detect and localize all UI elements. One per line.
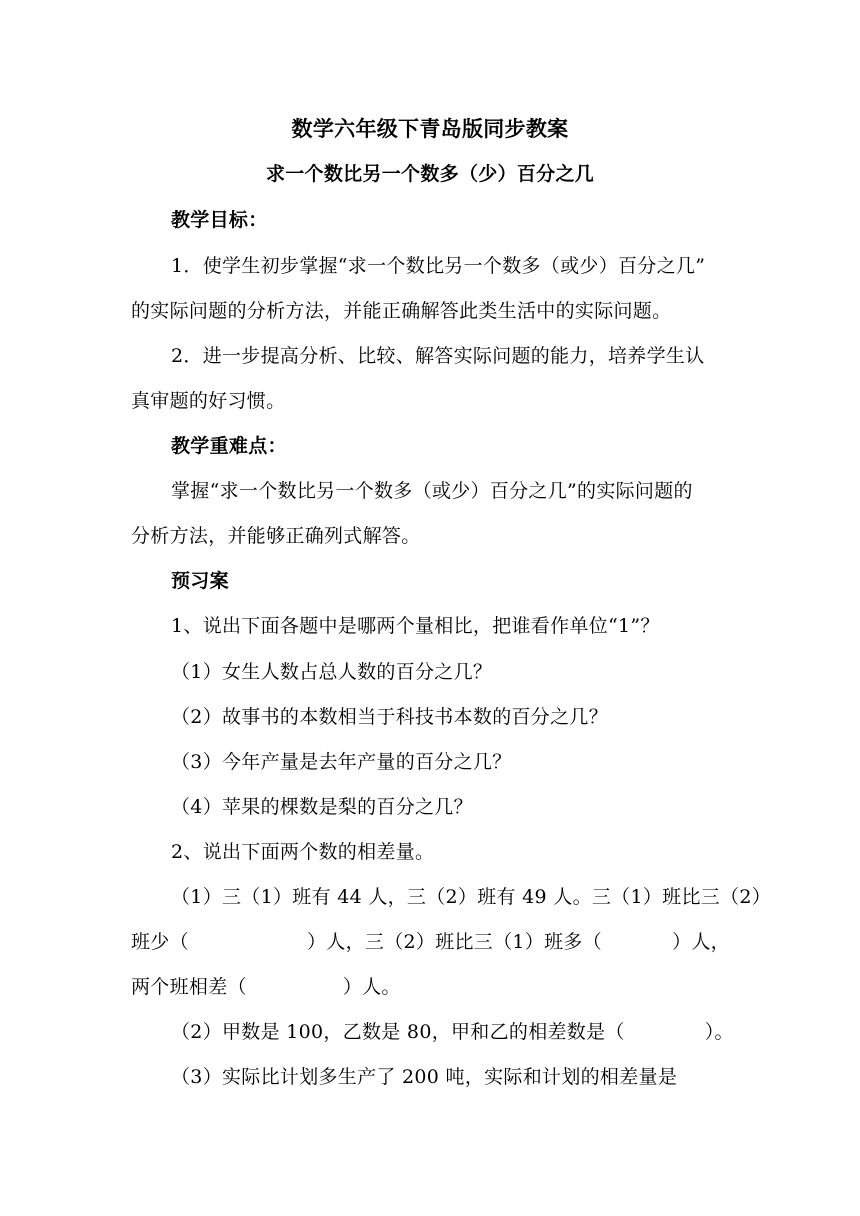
goals-heading: 教学目标： [171,209,268,231]
key-line2: 分析方法，并能够正确列式解答。 [131,525,421,547]
blank-segment-f: （2）甲数是 100，乙数是 80，甲和乙的相差数是（ [171,1021,625,1043]
document-title: 数学六年级下青岛版同步教案 [291,117,569,141]
question-2-item-1-line2 [131,930,730,954]
question-1-item-4: （4）苹果的棵数是梨的百分之几？ [171,796,473,818]
question-2-item-3: （3）实际比计划多生产了 200 吨，实际和计划的相差量是 [171,1066,678,1088]
goal2-line2: 真审题的好习惯。 [131,390,286,412]
document-subtitle: 求一个数比另一个数多（少）百分之几 [265,163,595,185]
blank-segment-g: ）。 [704,1021,734,1043]
goal1-line1: 1．使学生初步掌握“求一个数比另一个数多（或少）百分之几” [171,255,706,277]
blank-segment-e: ）人。 [342,976,401,998]
question-1-item-2: （2）故事书的本数相当于科技书本数的百分之几？ [171,706,608,728]
question-2-item-2 [171,1020,734,1044]
question-1-item-3: （3）今年产量是去年产量的百分之几？ [171,751,512,773]
question-2-item-1-line1: （1）三（1）班有 44 人，三（2）班有 49 人。三（1）班比三（2） [171,886,772,908]
question-2: 2、说出下面两个数的相差量。 [171,841,435,863]
blank-segment-a: 班少（ [131,931,189,953]
blank-segment-b: ）人，三（2）班比三（1）班多（ [307,931,602,953]
key-line1: 掌握“求一个数比另一个数多（或少）百分之几”的实际问题的 [171,480,693,502]
goal1-line2: 的实际问题的分析方法，并能正确解答此类生活中的实际问题。 [131,300,672,322]
blank-segment-d: 两个班相差（ [131,976,247,998]
question-1-item-1: （1）女生人数占总人数的百分之几？ [171,661,493,683]
goal2-line1: 2．进一步提高分析、比较、解答实际问题的能力，培养学生认 [171,345,705,367]
key-heading: 教学重难点： [171,435,287,457]
question-2-item-1-line3 [131,975,401,999]
preview-heading: 预习案 [171,570,229,592]
blank-segment-c: ）人， [672,931,730,953]
question-1: 1、说出下面各题中是哪两个量相比，把谁看作单位“1”？ [171,615,660,637]
